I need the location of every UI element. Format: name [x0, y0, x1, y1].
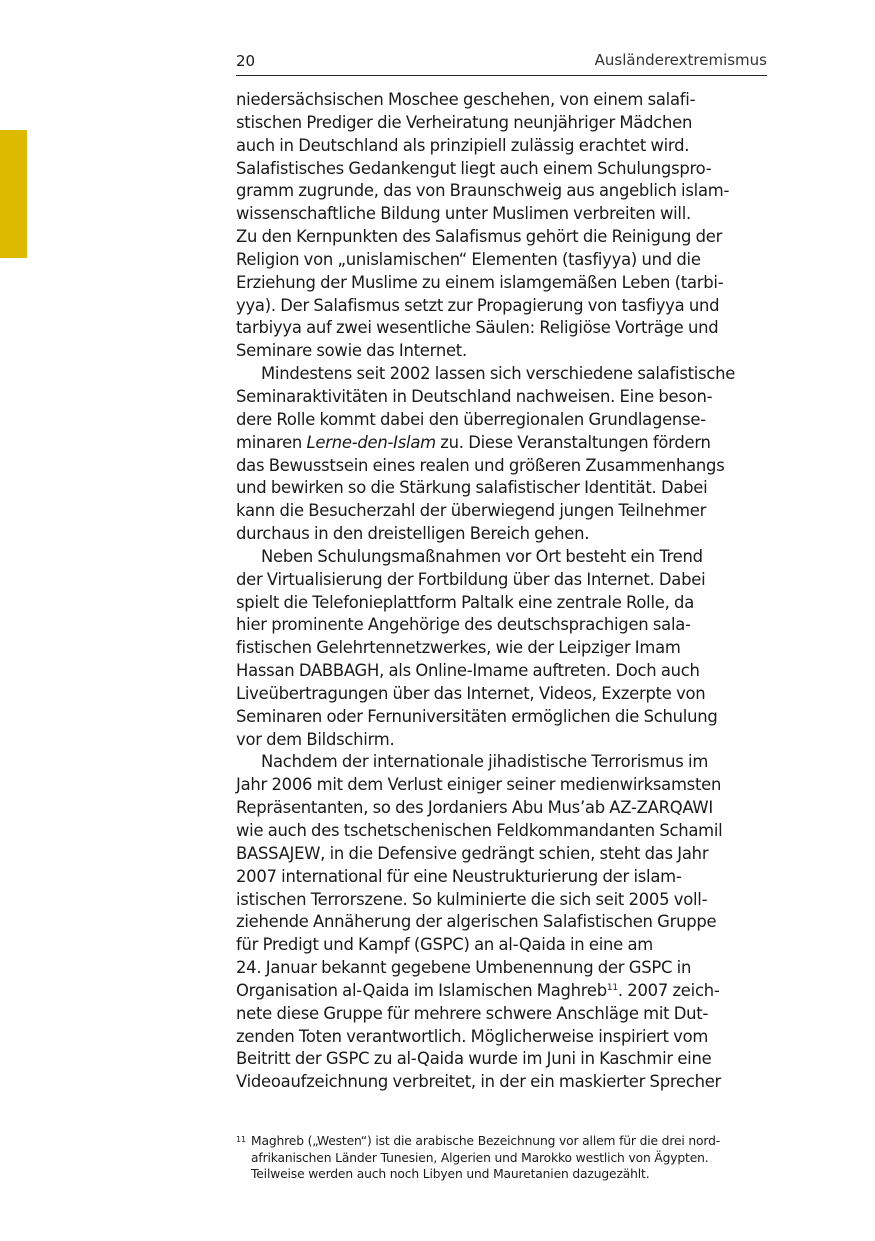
- text-line: Religion von „unislamischen“ Elementen (tasfiyya) und die: [236, 249, 701, 269]
- text-line: der Virtualisierung der Fortbildung über das Internet. Dabei: [236, 569, 706, 589]
- text-line: das Bewusstsein eines realen und größeren Zusammenhangs: [236, 455, 725, 475]
- text-line: yya). Der Salafismus setzt zur Propagierung von tasfiyya und: [236, 295, 720, 315]
- text-line: istischen Terrorszene. So kulminierte die sich seit 2005 voll-: [236, 889, 708, 909]
- text-line: ziehende Annäherung der algerischen Salafistischen Gruppe: [236, 912, 717, 932]
- text-line: Hassan DABBAGH, als Online-Imame auftreten. Doch auch: [236, 661, 700, 681]
- text-line: Jahr 2006 mit dem Verlust einiger seiner medienwirksamsten: [236, 775, 722, 795]
- running-title: Ausländerextremismus: [594, 51, 767, 69]
- text-line: stischen Prediger die Verheiratung neunjähriger Mädchen: [236, 112, 693, 132]
- text-line: Salafistisches Gedankengut liegt auch einem Schulungspro-: [236, 158, 712, 178]
- text-line: zenden Toten verantwortlich. Möglicherweise inspiriert vom: [236, 1026, 709, 1046]
- text-line: wie auch des tschetschenischen Feldkommandanten Schamil: [236, 821, 723, 840]
- text-segment: Organisation al-Qaida im Islamischen Maghreb: [236, 980, 607, 1000]
- text-line: für Predigt und Kampf (GSPC) an al-Qaida in eine am: [236, 935, 653, 955]
- footnote-line: Maghreb („Westen“) ist die arabische Bezeichnung vor allem für die drei nord-: [251, 1134, 721, 1148]
- footnote: [236, 1133, 767, 1183]
- chapter-marker-tab: [0, 130, 27, 258]
- text-line: 2007 international für eine Neustrukturierung der islam-: [236, 866, 682, 886]
- text-line: tarbiyya auf zwei wesentliche Säulen: Religiöse Vorträge und: [236, 318, 719, 338]
- page-number: 20: [236, 52, 256, 70]
- text-line: Liveübertragungen über das Internet, Videos, Exzerpte von: [236, 683, 706, 703]
- text-line: spielt die Telefonieplattform Paltalk eine zentrale Rolle, da: [236, 592, 694, 612]
- text-line: [236, 980, 767, 1003]
- text-line: [236, 432, 767, 455]
- text-line: wissenschaftliche Bildung unter Muslimen verbreiten will.: [236, 204, 691, 224]
- text-line: nete diese Gruppe für mehrere schwere Anschläge mit Dut-: [236, 1003, 709, 1023]
- body-text: [236, 89, 767, 1094]
- text-line: Mindestens seit 2002 lassen sich verschiedene salafistische: [261, 364, 736, 384]
- text-line: durchaus in den dreistelligen Bereich gehen.: [236, 524, 590, 544]
- page-header: [236, 50, 767, 76]
- text-line: auch in Deutschland als prinzipiell zulässig erachtet wird.: [236, 135, 690, 155]
- text-segment: zu. Diese Veranstaltungen fördern: [435, 432, 711, 452]
- text-line: hier prominente Angehörige des deutschsprachigen sala-: [236, 615, 691, 635]
- text-line: gramm zugrunde, das von Braunschweig aus angeblich islam-: [236, 181, 730, 201]
- text-line: Repräsentanten, so des Jordaniers Abu Mus’ab AZ-ZARQAWI: [236, 798, 713, 818]
- text-line: Beitritt der GSPC zu al-Qaida wurde im Juni in Kaschmir eine: [236, 1049, 712, 1069]
- text-line: dere Rolle kommt dabei den überregionalen Grundlagense-: [236, 409, 706, 429]
- footnote-text: [251, 1133, 767, 1183]
- text-line: fistischen Gelehrtennetzwerkes, wie der Leipziger Imam: [236, 638, 681, 658]
- text-segment: minaren: [236, 432, 307, 452]
- text-line: Seminaren oder Fernuniversitäten ermöglichen die Schulung: [236, 706, 718, 726]
- footnote-number: 11: [236, 1135, 246, 1144]
- seminar-title: Lerne-den-Islam: [306, 432, 436, 452]
- text-line: Seminare sowie das Internet.: [236, 341, 467, 361]
- text-line: und bewirken so die Stärkung salafistischer Identität. Dabei: [236, 478, 708, 498]
- text-line: 24. Januar bekannt gegebene Umbenennung der GSPC in: [236, 958, 692, 978]
- text-line: Zu den Kernpunkten des Salafismus gehört die Reinigung der: [236, 227, 723, 247]
- text-segment: . 2007 zeich-: [617, 980, 720, 1000]
- text-line: Videoaufzeichnung verbreitet, in der ein maskierter Sprecher: [236, 1072, 722, 1092]
- text-line: Erziehung der Muslime zu einem islamgemäßen Leben (tarbi-: [236, 272, 724, 292]
- text-line: Neben Schulungsmaßnahmen vor Ort besteht ein Trend: [261, 546, 703, 566]
- text-line: niedersächsischen Moschee geschehen, von einem salafi-: [236, 90, 696, 109]
- text-line: vor dem Bildschirm.: [236, 729, 395, 749]
- text-line: BASSAJEW, in die Defensive gedrängt schien, steht das Jahr: [236, 843, 709, 863]
- text-line: Seminaraktivitäten in Deutschland nachweisen. Eine beson-: [236, 386, 713, 406]
- footnote-line: afrikanischen Länder Tunesien, Algerien und Marokko westlich von Ägypten.: [251, 1150, 709, 1165]
- text-line: Nachdem der internationale jihadistische Terrorismus im: [261, 752, 709, 772]
- footnote-reference: 11: [606, 982, 618, 993]
- text-line: kann die Besucherzahl der überwiegend jungen Teilnehmer: [236, 501, 707, 521]
- footnote-line: Teilweise werden auch noch Libyen und Mauretanien dazugezählt.: [251, 1167, 650, 1182]
